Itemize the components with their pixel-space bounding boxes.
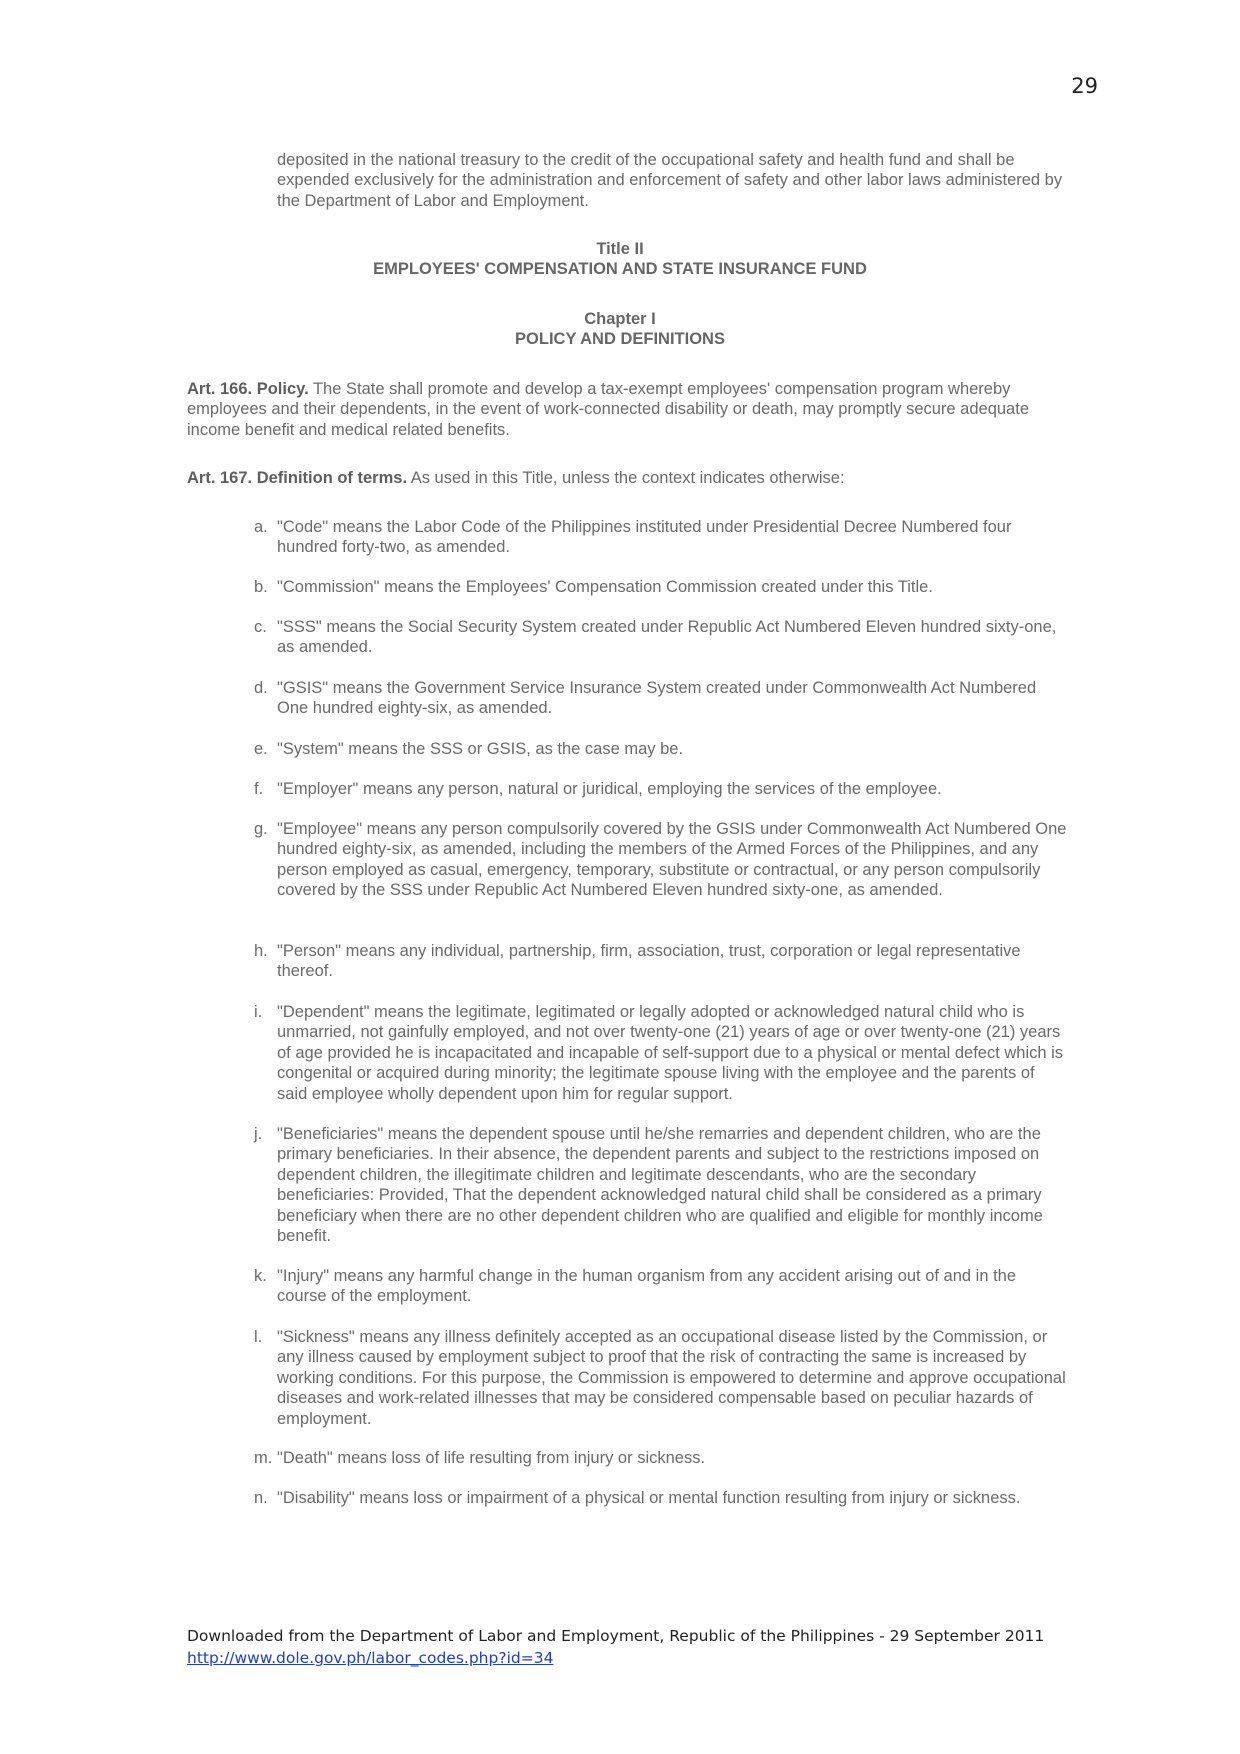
- title-name: EMPLOYEES' COMPENSATION AND STATE INSURANCE FUND: [373, 260, 867, 279]
- definition-marker: j.: [254, 1125, 263, 1143]
- definition-marker: k.: [254, 1267, 267, 1285]
- definition-marker: l.: [254, 1328, 263, 1346]
- article-167-heading: Art. 167. Definition of terms.: [187, 469, 408, 487]
- definition-item: [254, 1448, 1067, 1468]
- definition-text: "Person" means any individual, partnership, firm, association, trust, corporation or legal representative thereof.: [277, 942, 1021, 981]
- definition-text: "Commission" means the Employees' Compensation Commission created under this Title.: [277, 578, 933, 596]
- definition-marker: h.: [254, 942, 268, 960]
- page-footer: [187, 1625, 1087, 1669]
- definition-marker: i.: [254, 1003, 263, 1021]
- definition-text: "SSS" means the Social Security System created under Republic Act Numbered Eleven hundred sixty-one, as amended.: [277, 618, 1057, 657]
- footer-text: Downloaded from the Department of Labor and Employment, Republic of the Philippines - 29 September 2011: [187, 1627, 1045, 1645]
- definition-item: [254, 1266, 1067, 1307]
- definition-item: [254, 1488, 1067, 1508]
- title-heading: [0, 239, 1240, 280]
- definition-item: [254, 577, 1067, 597]
- definition-marker: n.: [254, 1489, 268, 1507]
- definition-item: [254, 819, 1067, 901]
- definition-text: "Dependent" means the legitimate, legitimated or legally adopted or acknowledged natural child who is unmarried, not gainfully employed, and not over twenty-one (21) years of age or over twenty-one (21) years of age provided he is incapacitated and incapable of self-support due to a physical or mental defect which is congenital or acquired during minority; the legitimate spouse living with the employee and the parents of said employee wholly dependent upon him for regular support.: [277, 1003, 1064, 1103]
- definition-marker: c.: [254, 618, 267, 636]
- article-166-text: The State shall promote and develop a tax-exempt employees' compensation program whereby employees and their dependents, in the event of work-connected disability or death, may promptly secure adequate income benefit and medical related benefits.: [187, 380, 1029, 439]
- intro-paragraph: deposited in the national treasury to the credit of the occupational safety and health fund and shall be expended exclusively for the administration and enforcement of safety and other labor laws administered by the Department of Labor and Employment.: [277, 151, 1063, 210]
- page-number: 29: [1071, 74, 1098, 98]
- definition-text: "Beneficiaries" means the dependent spouse until he/she remarries and dependent children, who are the primary beneficiaries. In their absence, the dependent parents and subject to the restrictions imposed on dependent children, the illegitimate children and legitimate descendants, who are the secondary beneficiaries: Provided, That the dependent acknowledged natural child shall be considered as a primary beneficiary when there are no other dependent children who are qualified and eligible for monthly income benefit.: [277, 1125, 1043, 1246]
- definition-marker: m.: [254, 1449, 273, 1467]
- definition-text: "System" means the SSS or GSIS, as the case may be.: [277, 740, 684, 758]
- chapter-name: POLICY AND DEFINITIONS: [515, 330, 725, 349]
- definition-text: "Employer" means any person, natural or juridical, employing the services of the employee.: [277, 780, 942, 798]
- chapter-heading: [0, 309, 1240, 350]
- definition-text: "Injury" means any harmful change in the human organism from any accident arising out of and in the course of the employment.: [277, 1267, 1017, 1306]
- definition-marker: d.: [254, 679, 268, 697]
- definition-marker: f.: [254, 780, 264, 798]
- definition-text: "Employee" means any person compulsorily covered by the GSIS under Commonwealth Act Numbered One hundred eighty-six, as amended, including the members of the Armed Forces of the Philippines, and any person employed as casual, emergency, temporary, substitute or contractual, or any person compulsorily covered by the SSS under Republic Act Numbered Eleven hundred sixty-one, as amended.: [277, 820, 1067, 900]
- definition-text: "GSIS" means the Government Service Insurance System created under Commonwealth Act Numbered One hundred eighty-six, as amended.: [277, 679, 1037, 718]
- definition-item: [254, 1327, 1067, 1429]
- article-166-heading: Art. 166. Policy.: [187, 380, 309, 398]
- definition-marker: e.: [254, 740, 268, 758]
- definition-item: [254, 1124, 1067, 1246]
- definition-text: "Sickness" means any illness definitely accepted as an occupational disease listed by the Commission, or any illness caused by employment subject to proof that the risk of contracting the same is increased by working conditions. For this purpose, the Commission is empowered to determine and approve occupational diseases and work-related illnesses that may be considered compensable based on peculiar hazards of employment.: [277, 1328, 1066, 1428]
- definition-text: "Death" means loss of life resulting from injury or sickness.: [277, 1449, 706, 1467]
- definition-marker: b.: [254, 578, 268, 596]
- definition-item: [254, 941, 1067, 982]
- definition-marker: a.: [254, 518, 268, 536]
- article-167-text: As used in this Title, unless the context indicates otherwise:: [407, 469, 845, 487]
- definition-text: "Code" means the Labor Code of the Philippines instituted under Presidential Decree Numbered four hundred forty-two, as amended.: [277, 518, 1012, 557]
- article-166: [187, 379, 1067, 440]
- definition-item: [254, 617, 1067, 658]
- definition-item: [254, 779, 1067, 799]
- chapter-label: Chapter I: [584, 310, 656, 328]
- definition-item: [254, 1002, 1067, 1104]
- definition-text: "Disability" means loss or impairment of a physical or mental function resulting from injury or sickness.: [277, 1489, 1021, 1507]
- title-label: Title II: [596, 240, 644, 258]
- article-167: [187, 468, 1067, 488]
- definition-item: [254, 739, 1067, 759]
- footer-link[interactable]: http://www.dole.gov.ph/labor_codes.php?id=34: [187, 1649, 554, 1667]
- definition-marker: g.: [254, 820, 268, 838]
- definition-item: [254, 678, 1067, 719]
- definition-item: [254, 517, 1067, 558]
